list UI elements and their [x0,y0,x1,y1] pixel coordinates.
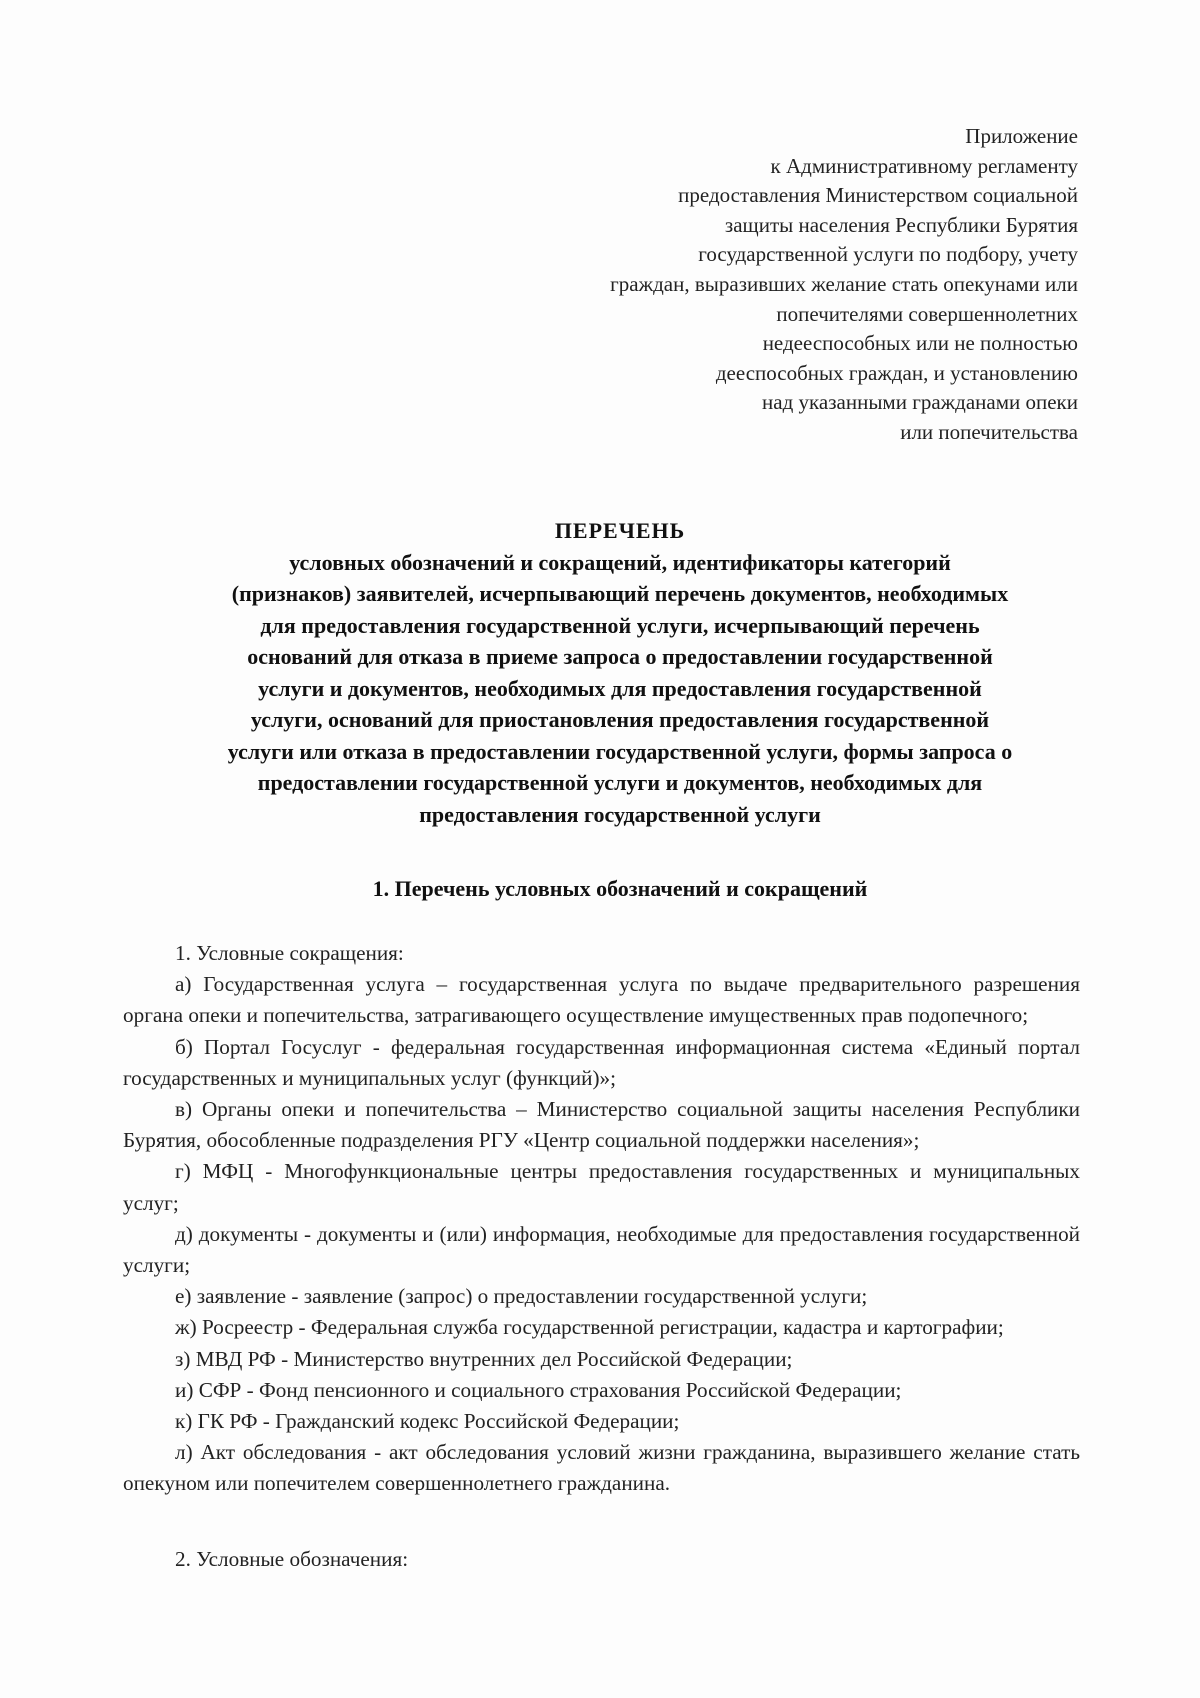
heading-line: для предоставления государственной услуги, исчерпывающий перечень [260,612,980,638]
list-item: а) Государственная услуга – государственная услуга по выдаче предварительного разрешения органа опеки и попечительства, затрагивающего осуществление имущественных прав подопечного; [123,972,1080,1028]
appendix-line: граждан, выразивших желание стать опекунами или [610,271,1078,296]
subsection-heading: 2. Условные обозначения: [175,1546,409,1571]
list-item: л) Акт обследования - акт обследования условий жизни гражданина, выразившего желание стать опекуном или попечителем совершеннолетнего гражданина. [123,1440,1080,1496]
heading-line: предоставлении государственной услуги и документов, необходимых для [257,770,983,795]
appendix-line: защиты населения Республики Бурятия [724,212,1078,237]
appendix-line: дееспособных граждан, и установлению [715,360,1078,385]
document-heading [150,515,1090,830]
subsection-heading: 1. Условные сокращения: [175,941,404,965]
heading-line: услуги или отказа в предоставлении государственной услуги, формы запроса о [227,738,1013,764]
appendix-line: попечителями совершеннолетних [776,301,1078,326]
list-item: в) Органы опеки и попечительства – Министерство социальной защиты населения Республики Бурятия, обособленные подразделения РГУ «Центр социальной поддержки населения»; [123,1097,1080,1153]
heading-line: предоставления государственной услуги [419,801,821,827]
appendix-line: над указанными гражданами опеки [762,390,1078,415]
appendix-line: государственной услуги по подбору, учету [698,242,1078,267]
appendix-block [438,122,1078,448]
heading-line: условных обозначений и сокращений, идентификаторы категорий [289,549,951,575]
list-item: и) СФР - Фонд пенсионного и социального страхования Российской Федерации; [175,1377,902,1402]
heading-line: услуги, оснований для приостановления предоставления государственной [250,707,990,732]
section-title: 1. Перечень условных обозначений и сокращений [372,876,868,901]
document-body [123,938,1080,1575]
list-item: г) МФЦ - Многофункциональные центры предоставления государственных и муниципальных услуг; [123,1159,1080,1215]
document-title: ПЕРЕЧЕНЬ [554,518,686,543]
appendix-line: или попечительства [900,419,1078,444]
list-item: к) ГК РФ - Гражданский кодекс Российской Федерации; [175,1409,680,1434]
appendix-line: к Административному регламенту [770,153,1078,178]
appendix-line: недееспособных или не полностью [762,331,1078,356]
list-item: е) заявление - заявление (запрос) о предоставлении государственной услуги; [175,1284,868,1309]
list-item: д) документы - документы и (или) информация, необходимые для предоставления государственной услуги; [123,1221,1080,1278]
heading-line: оснований для отказа в приеме запроса о предоставлении государственной [247,644,993,669]
heading-line: услуги и документов, необходимых для предоставления государственной [258,675,982,701]
list-item: ж) Росреестр - Федеральная служба государственной регистрации, кадастра и картографии; [175,1315,1004,1340]
list-item: з) МВД РФ - Министерство внутренних дел Российской Федерации; [175,1346,793,1371]
heading-line: (признаков) заявителей, исчерпывающий перечень документов, необходимых [231,581,1009,606]
list-item: б) Портал Госуслуг - федеральная государственная информационная система «Единый портал государственных и муниципальных услуг (функций)»; [123,1034,1080,1090]
appendix-line: Приложение [965,124,1078,148]
appendix-line: предоставления Министерством социальной [678,183,1078,208]
